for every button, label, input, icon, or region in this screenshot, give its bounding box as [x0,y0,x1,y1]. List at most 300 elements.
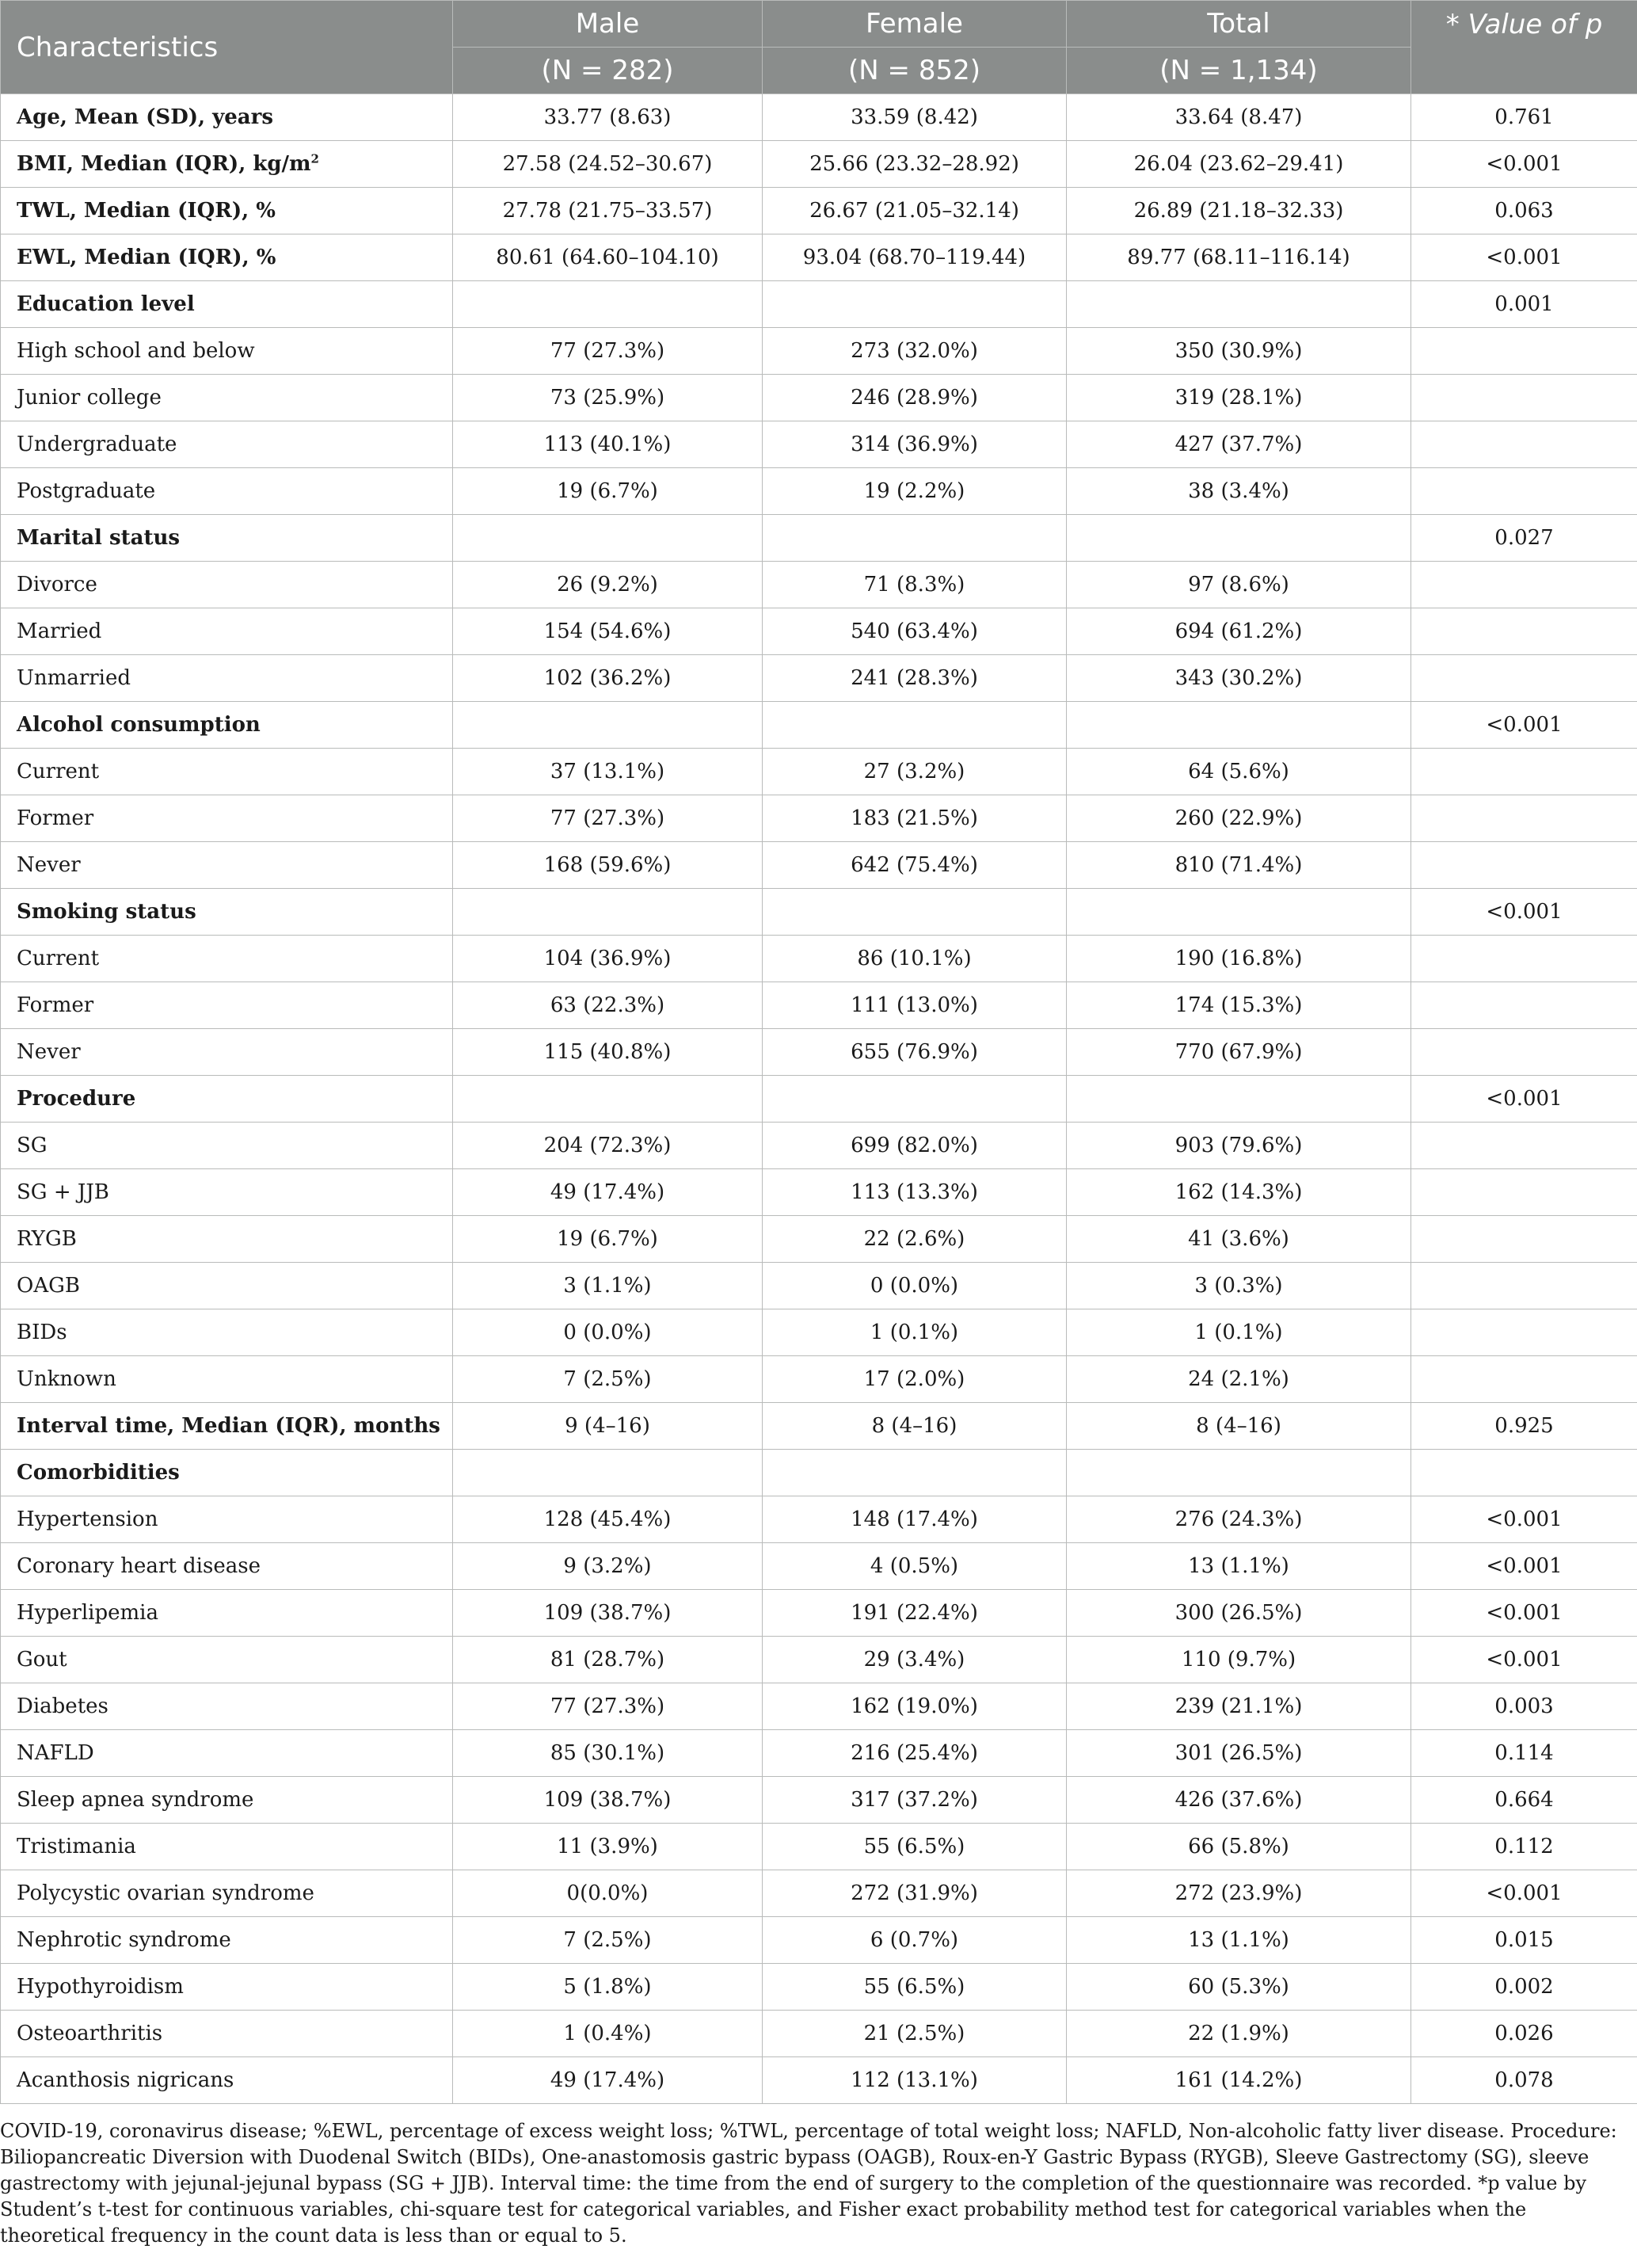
table-body [1,94,1637,2104]
row-label-text: Junior college [17,386,162,410]
total-value: 110 (9.7%) [1067,1637,1411,1683]
row-label-text: Education level [17,292,195,316]
row-label-text: Age, Mean (SD), years [17,105,273,129]
p-value [1411,421,1637,468]
table-row [1,1263,1637,1309]
header-female-n: (N = 852) [763,48,1067,94]
table-row [1,468,1637,515]
row-label-text: TWL, Median (IQR), % [17,199,276,223]
row-label [1,1216,453,1263]
total-value: 26.89 (21.18–32.33) [1067,188,1411,234]
female-value: 26.67 (21.05–32.14) [763,188,1067,234]
table-row [1,702,1637,749]
total-value: 903 (79.6%) [1067,1123,1411,1169]
total-value: 162 (14.3%) [1067,1169,1411,1216]
female-value: 93.04 (68.70–119.44) [763,234,1067,281]
row-label [1,2011,453,2057]
table-row [1,375,1637,421]
p-value [1411,1029,1637,1076]
superscript: 2 [310,151,319,166]
row-label [1,1403,453,1450]
male-value: 26 (9.2%) [453,562,763,608]
row-label-text: Interval time, Median (IQR), months [17,1414,440,1438]
female-value [763,515,1067,562]
female-value [763,1450,1067,1496]
p-value: 0.001 [1411,281,1637,328]
male-value: 11 (3.9%) [453,1824,763,1870]
total-value: 272 (23.9%) [1067,1870,1411,1917]
female-value: 241 (28.3%) [763,655,1067,702]
male-value: 63 (22.3%) [453,982,763,1029]
female-value: 4 (0.5%) [763,1543,1067,1590]
table-row [1,749,1637,795]
p-value [1411,842,1637,889]
male-value: 109 (38.7%) [453,1590,763,1637]
table-row [1,655,1637,702]
table-row [1,1777,1637,1824]
row-label [1,795,453,842]
female-value: 113 (13.3%) [763,1169,1067,1216]
table-row [1,1496,1637,1543]
row-label-text: BMI, Median (IQR), kg/m [17,152,311,176]
p-value: 0.112 [1411,1824,1637,1870]
total-value: 300 (26.5%) [1067,1590,1411,1637]
female-value: 55 (6.5%) [763,1964,1067,2011]
female-value [763,281,1067,328]
female-value: 162 (19.0%) [763,1683,1067,1730]
male-value: 7 (2.5%) [453,1356,763,1403]
total-value: 694 (61.2%) [1067,608,1411,655]
row-label [1,1263,453,1309]
p-value: 0.664 [1411,1777,1637,1824]
row-label-text: Hypertension [17,1508,158,1531]
row-label-text: Osteoarthritis [17,2022,163,2045]
row-label [1,1169,453,1216]
table-row [1,795,1637,842]
male-value: 128 (45.4%) [453,1496,763,1543]
table-header [1,1,1637,94]
row-label-text: Alcohol consumption [17,713,261,737]
total-value: 319 (28.1%) [1067,375,1411,421]
male-value: 168 (59.6%) [453,842,763,889]
p-value: <0.001 [1411,1590,1637,1637]
row-label-text: High school and below [17,339,255,363]
row-label-text: NAFLD [17,1741,94,1765]
p-value [1411,795,1637,842]
row-label [1,141,453,188]
female-value: 246 (28.9%) [763,375,1067,421]
total-value: 97 (8.6%) [1067,562,1411,608]
male-value: 80.61 (64.60–104.10) [453,234,763,281]
table-row [1,1683,1637,1730]
table-row [1,94,1637,141]
p-value: 0.027 [1411,515,1637,562]
row-label [1,936,453,982]
row-label [1,94,453,141]
row-label-text: Current [17,947,100,970]
male-value [453,889,763,936]
female-value: 86 (10.1%) [763,936,1067,982]
p-value [1411,655,1637,702]
total-value: 22 (1.9%) [1067,2011,1411,2057]
p-value [1411,1309,1637,1356]
row-label-text: Never [17,853,81,877]
p-value [1411,375,1637,421]
total-value: 190 (16.8%) [1067,936,1411,982]
row-label [1,1917,453,1964]
total-value: 276 (24.3%) [1067,1496,1411,1543]
female-value [763,702,1067,749]
row-label [1,1076,453,1123]
total-value: 89.77 (68.11–116.14) [1067,234,1411,281]
total-value: 260 (22.9%) [1067,795,1411,842]
male-value: 113 (40.1%) [453,421,763,468]
female-value: 540 (63.4%) [763,608,1067,655]
row-label [1,1123,453,1169]
row-label-text: Current [17,760,100,783]
row-label [1,421,453,468]
total-value: 24 (2.1%) [1067,1356,1411,1403]
female-value: 699 (82.0%) [763,1123,1067,1169]
p-value: 0.761 [1411,94,1637,141]
table-row [1,1029,1637,1076]
header-male-n: (N = 282) [453,48,763,94]
table-row [1,1730,1637,1777]
p-value [1411,1450,1637,1496]
row-label [1,1543,453,1590]
male-value: 1 (0.4%) [453,2011,763,2057]
p-value [1411,936,1637,982]
row-label [1,468,453,515]
male-value: 37 (13.1%) [453,749,763,795]
table-row [1,141,1637,188]
male-value: 85 (30.1%) [453,1730,763,1777]
total-value: 239 (21.1%) [1067,1683,1411,1730]
female-value: 148 (17.4%) [763,1496,1067,1543]
row-label-text: Polycystic ovarian syndrome [17,1881,314,1905]
table-row [1,1403,1637,1450]
row-label-text: Marital status [17,526,181,550]
row-label-text: Procedure [17,1087,136,1111]
table-row [1,1169,1637,1216]
female-value: 642 (75.4%) [763,842,1067,889]
row-label-text: Acanthosis nigricans [17,2068,234,2092]
male-value: 49 (17.4%) [453,2057,763,2104]
p-value: <0.001 [1411,1076,1637,1123]
male-value: 77 (27.3%) [453,1683,763,1730]
row-label [1,1683,453,1730]
male-value [453,515,763,562]
row-label [1,1029,453,1076]
female-value: 21 (2.5%) [763,2011,1067,2057]
p-value [1411,1263,1637,1309]
male-value [453,1450,763,1496]
male-value: 33.77 (8.63) [453,94,763,141]
row-label [1,1730,453,1777]
row-label-text: Gout [17,1648,67,1671]
table-row [1,1123,1637,1169]
p-value: <0.001 [1411,1870,1637,1917]
male-value [453,702,763,749]
p-value: 0.925 [1411,1403,1637,1450]
row-label-text: SG [17,1134,48,1157]
female-value: 25.66 (23.32–28.92) [763,141,1067,188]
female-value: 17 (2.0%) [763,1356,1067,1403]
male-value: 154 (54.6%) [453,608,763,655]
total-value: 13 (1.1%) [1067,1543,1411,1590]
total-value: 41 (3.6%) [1067,1216,1411,1263]
male-value: 3 (1.1%) [453,1263,763,1309]
p-value: 0.078 [1411,2057,1637,2104]
row-label [1,188,453,234]
total-value: 33.64 (8.47) [1067,94,1411,141]
male-value: 0(0.0%) [453,1870,763,1917]
total-value [1067,889,1411,936]
p-value: <0.001 [1411,1496,1637,1543]
male-value: 0 (0.0%) [453,1309,763,1356]
table-row [1,281,1637,328]
table-row [1,2057,1637,2104]
row-label [1,1777,453,1824]
row-label-text: Diabetes [17,1694,108,1718]
female-value: 314 (36.9%) [763,421,1067,468]
header-total-n: (N = 1,134) [1067,48,1411,94]
female-value: 1 (0.1%) [763,1309,1067,1356]
row-label-text: RYGB [17,1227,77,1251]
row-label-text: Comorbidities [17,1461,180,1485]
row-label-text: Coronary heart disease [17,1554,261,1578]
row-label-text: Nephrotic syndrome [17,1928,231,1952]
row-label [1,2057,453,2104]
total-value: 427 (37.7%) [1067,421,1411,468]
header-pvalue-label: Value of p [1468,9,1603,40]
male-value: 73 (25.9%) [453,375,763,421]
male-value: 77 (27.3%) [453,795,763,842]
table-row [1,1637,1637,1683]
table-row [1,1076,1637,1123]
row-label [1,982,453,1029]
p-value: <0.001 [1411,889,1637,936]
table-row [1,982,1637,1029]
female-value: 0 (0.0%) [763,1263,1067,1309]
row-label [1,375,453,421]
male-value: 19 (6.7%) [453,468,763,515]
male-value: 109 (38.7%) [453,1777,763,1824]
table-row [1,515,1637,562]
row-label [1,1496,453,1543]
total-value: 426 (37.6%) [1067,1777,1411,1824]
total-value: 64 (5.6%) [1067,749,1411,795]
female-value: 55 (6.5%) [763,1824,1067,1870]
table-row [1,421,1637,468]
table-row [1,188,1637,234]
female-value: 19 (2.2%) [763,468,1067,515]
table-row [1,936,1637,982]
row-label-text: Former [17,806,94,830]
row-label-text: EWL, Median (IQR), % [17,246,276,269]
male-value: 204 (72.3%) [453,1123,763,1169]
p-value [1411,468,1637,515]
table-row [1,842,1637,889]
row-label [1,842,453,889]
row-label-text: Divorce [17,573,97,597]
female-value: 8 (4–16) [763,1403,1067,1450]
row-label-text: Unmarried [17,666,131,690]
female-value [763,1076,1067,1123]
p-value [1411,749,1637,795]
row-label-text: OAGB [17,1274,80,1298]
table-footnote: COVID-19, coronavirus disease; %EWL, percentage of excess weight loss; %TWL, percentage of total weight loss; NAFLD, Non-alcoholic fatty liver disease. Procedure: Biliopancreatic Diversion with Duodenal Switch (BIDs), One-anastomosis gastric bypass (OAGB), Roux-en-Y Gastric Bypass (RYGB), Sleeve Gastrectomy (SG), sleeve gastrectomy with jejunal-jejunal bypass (SG + JJB). Interval time: the time from the end of surgery to the completion of the questionnaire was recorded. *p value by Student’s t-test for continuous variables, chi-square test for categorical variables, and Fisher exact probability method test for categorical variables when the theoretical frequency in the count data is less than or equal to 5. [0,2120,1617,2247]
table-row [1,608,1637,655]
row-label [1,889,453,936]
female-value: 27 (3.2%) [763,749,1067,795]
p-value: <0.001 [1411,1637,1637,1683]
header-characteristics: Characteristics [1,1,453,94]
row-label [1,608,453,655]
header-male: Male [453,1,763,48]
row-label-text: Smoking status [17,900,196,924]
male-value: 19 (6.7%) [453,1216,763,1263]
p-value [1411,1169,1637,1216]
male-value: 9 (4–16) [453,1403,763,1450]
row-label-text: Sleep apnea syndrome [17,1788,254,1812]
male-value: 5 (1.8%) [453,1964,763,2011]
total-value: 350 (30.9%) [1067,328,1411,375]
male-value: 104 (36.9%) [453,936,763,982]
female-value: 29 (3.4%) [763,1637,1067,1683]
total-value: 13 (1.1%) [1067,1917,1411,1964]
total-value: 8 (4–16) [1067,1403,1411,1450]
row-label-text: Unknown [17,1367,116,1391]
header-row-1 [1,1,1637,48]
female-value: 71 (8.3%) [763,562,1067,608]
header-pvalue [1411,1,1637,94]
male-value: 77 (27.3%) [453,328,763,375]
table-row [1,1216,1637,1263]
row-label-text: Postgraduate [17,479,156,503]
row-label [1,1356,453,1403]
female-value: 216 (25.4%) [763,1730,1067,1777]
header-pvalue-prefix: * [1445,9,1468,40]
female-value: 22 (2.6%) [763,1216,1067,1263]
row-label [1,1824,453,1870]
total-value: 161 (14.2%) [1067,2057,1411,2104]
p-value [1411,1216,1637,1263]
total-value: 1 (0.1%) [1067,1309,1411,1356]
row-label [1,281,453,328]
row-label [1,234,453,281]
total-value: 810 (71.4%) [1067,842,1411,889]
header-total: Total [1067,1,1411,48]
p-value [1411,562,1637,608]
total-value: 3 (0.3%) [1067,1263,1411,1309]
p-value [1411,1123,1637,1169]
row-label-text: BIDs [17,1321,67,1344]
row-label-text: Hyperlipemia [17,1601,158,1625]
female-value: 273 (32.0%) [763,328,1067,375]
male-value: 9 (3.2%) [453,1543,763,1590]
row-label-text: SG + JJB [17,1180,109,1204]
male-value: 27.78 (21.75–33.57) [453,188,763,234]
p-value: 0.002 [1411,1964,1637,2011]
table-row [1,1824,1637,1870]
male-value: 7 (2.5%) [453,1917,763,1964]
table-row [1,562,1637,608]
row-label [1,328,453,375]
male-value: 27.58 (24.52–30.67) [453,141,763,188]
female-value: 111 (13.0%) [763,982,1067,1029]
total-value [1067,281,1411,328]
female-value: 6 (0.7%) [763,1917,1067,1964]
row-label [1,702,453,749]
row-label-text: Former [17,993,94,1017]
row-label-text: Never [17,1040,81,1064]
table-row [1,1964,1637,2011]
p-value: 0.026 [1411,2011,1637,2057]
female-value: 317 (37.2%) [763,1777,1067,1824]
female-value: 33.59 (8.42) [763,94,1067,141]
p-value: <0.001 [1411,702,1637,749]
row-label [1,1450,453,1496]
table-row [1,1870,1637,1917]
total-value: 174 (15.3%) [1067,982,1411,1029]
table-row [1,1356,1637,1403]
male-value: 81 (28.7%) [453,1637,763,1683]
table-row [1,1917,1637,1964]
female-value: 191 (22.4%) [763,1590,1067,1637]
row-label-text: Tristimania [17,1835,136,1858]
male-value: 49 (17.4%) [453,1169,763,1216]
row-label [1,1637,453,1683]
table-row [1,1543,1637,1590]
female-value: 183 (21.5%) [763,795,1067,842]
male-value [453,281,763,328]
p-value: 0.114 [1411,1730,1637,1777]
row-label [1,562,453,608]
row-label [1,515,453,562]
total-value: 66 (5.8%) [1067,1824,1411,1870]
female-value: 112 (13.1%) [763,2057,1067,2104]
row-label-text: Hypothyroidism [17,1975,184,1999]
row-label-text: Undergraduate [17,433,177,456]
row-label [1,655,453,702]
row-label [1,749,453,795]
male-value: 115 (40.8%) [453,1029,763,1076]
total-value [1067,702,1411,749]
p-value [1411,1356,1637,1403]
table-row [1,1590,1637,1637]
total-value [1067,1076,1411,1123]
total-value: 770 (67.9%) [1067,1029,1411,1076]
p-value [1411,982,1637,1029]
row-label [1,1964,453,2011]
table-row [1,1450,1637,1496]
table-row [1,2011,1637,2057]
table-row [1,234,1637,281]
total-value [1067,515,1411,562]
total-value: 343 (30.2%) [1067,655,1411,702]
p-value [1411,608,1637,655]
p-value: <0.001 [1411,141,1637,188]
row-label [1,1590,453,1637]
male-value [453,1076,763,1123]
total-value: 26.04 (23.62–29.41) [1067,141,1411,188]
total-value [1067,1450,1411,1496]
p-value: <0.001 [1411,234,1637,281]
row-label-text: Married [17,619,102,643]
header-female: Female [763,1,1067,48]
female-value [763,889,1067,936]
